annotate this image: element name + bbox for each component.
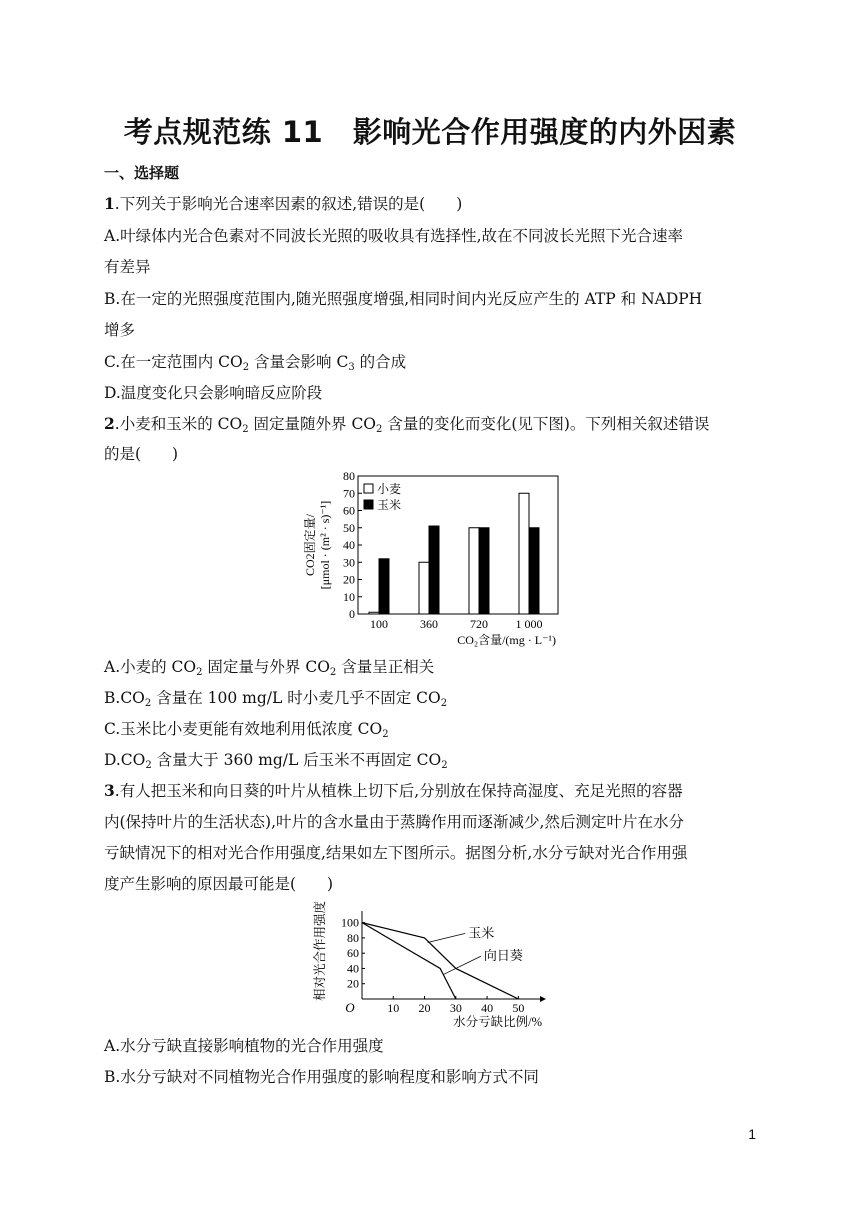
line-y-tick-label: 100 bbox=[341, 915, 359, 930]
page-number: 1 bbox=[748, 1126, 756, 1142]
bar-corn bbox=[529, 528, 539, 614]
bar-y-tick-label: 40 bbox=[343, 538, 355, 552]
line-x-axis-arrow bbox=[540, 996, 546, 1002]
bar-wheat bbox=[469, 528, 479, 614]
line-x-axis-label: 水分亏缺比例/% bbox=[453, 1015, 542, 1029]
q2-d-text-2: 含量大于 360 mg/L 后玉米不再固定 CO bbox=[151, 751, 442, 769]
q1-stem bbox=[104, 194, 462, 214]
q3-stem-line4: 度产生影响的原因最可能是( ) bbox=[104, 875, 334, 893]
bar-y-tick-label: 10 bbox=[343, 589, 355, 604]
q1-option-c bbox=[104, 352, 406, 372]
q1-option-d: D.温度变化只会影响暗反应阶段 bbox=[104, 384, 323, 402]
q1-number: 1 bbox=[104, 194, 115, 213]
q2-b-text-1: B.CO bbox=[104, 689, 145, 707]
bar-x-tick-label: 100 bbox=[370, 617, 388, 631]
q2-d-text-1: D.CO bbox=[104, 751, 146, 769]
bar-y-tick-label: 0 bbox=[349, 607, 355, 621]
page-title: 考点规范练 11 影响光合作用强度的内外因素 bbox=[123, 115, 737, 149]
q3-stem-text-1: .有人把玉米和向日葵的叶片从植株上切下后,分别放在保持高湿度、充足光照的容器 bbox=[114, 782, 683, 800]
line-x-tick-label: 10 bbox=[387, 1001, 400, 1015]
q2-b-sub-2: 2 bbox=[440, 698, 448, 709]
bar-y-tick-label: 80 bbox=[343, 469, 355, 483]
legend-swatch-corn bbox=[364, 500, 373, 509]
q2-a-text-2: 固定量与外界 CO bbox=[202, 658, 330, 676]
q3-stem-line2: 内(保持叶片的生活状态),叶片的含水量由于蒸腾作用而逐渐减少,然后测定叶片在水分 bbox=[104, 813, 684, 831]
bar-corn bbox=[479, 528, 489, 614]
q1-c-text-2: 含量会影响 C bbox=[249, 353, 349, 371]
q2-stem-text-3: 含量的变化而变化(见下图)。下列相关叙述错误 bbox=[382, 415, 710, 433]
bar-y-axis-label-line2: [μmol · (m² · s)⁻¹] bbox=[318, 500, 332, 590]
leader-line-corn bbox=[428, 933, 466, 942]
bar-x-tick-label: 360 bbox=[420, 617, 438, 631]
q2-c-text-1: C.玉米比小麦更能有效地利用低浓度 CO bbox=[104, 720, 383, 738]
bar-x-tick-label: 1 000 bbox=[515, 617, 543, 631]
q1-option-b-line2: 增多 bbox=[104, 321, 136, 339]
q3-option-a: A.水分亏缺直接影响植物的光合作用强度 bbox=[104, 1037, 384, 1055]
q3-stem-line3: 亏缺情况下的相对光合作用强度,结果如左下图所示。据图分析,水分亏缺对光合作用强 bbox=[104, 844, 688, 862]
q1-c-sub-2: 3 bbox=[348, 362, 355, 373]
bar-x-tick-label: 720 bbox=[470, 617, 488, 631]
q2-option-b bbox=[104, 688, 447, 708]
bar-y-axis-label-line1: CO2固定量/ bbox=[303, 513, 317, 577]
q1-option-a-line2: 有差异 bbox=[104, 258, 151, 276]
q2-stem-sub-2: 2 bbox=[376, 424, 383, 435]
q2-option-a bbox=[104, 657, 434, 677]
q2-option-c bbox=[104, 719, 389, 739]
q2-d-sub-1: 2 bbox=[145, 760, 152, 771]
q2-a-sub-2: 2 bbox=[329, 667, 337, 678]
line-y-tick-label: 60 bbox=[347, 946, 359, 961]
q2-number: 2 bbox=[104, 414, 115, 433]
line-x-tick-label: 50 bbox=[512, 1001, 525, 1015]
bar-x-axis-label: CO₂含量/(mg · L⁻¹) bbox=[457, 633, 556, 647]
q2-b-text-2: 含量在 100 mg/L 时小麦几乎不固定 CO bbox=[151, 689, 441, 707]
bar-y-tick-label: 20 bbox=[343, 572, 355, 587]
bar-y-tick-label: 50 bbox=[343, 520, 355, 535]
legend-label-wheat: 小麦 bbox=[377, 482, 402, 496]
q2-stem-sub-1: 2 bbox=[242, 424, 249, 435]
q1-option-b-line1: B.在一定的光照强度范围内,随光照强度增强,相同时间内光反应产生的 ATP 和 NADPH bbox=[104, 290, 703, 308]
legend-swatch-wheat bbox=[364, 484, 373, 493]
q1-stem-text: .下列关于影响光合速率因素的叙述,错误的是( ) bbox=[114, 195, 463, 213]
legend-label-corn: 玉米 bbox=[377, 498, 402, 512]
q1-c-text-1: C.在一定范围内 CO bbox=[104, 353, 243, 371]
bar-wheat bbox=[369, 612, 379, 614]
q1-c-sub-1: 2 bbox=[242, 362, 250, 373]
q2-option-d bbox=[104, 750, 448, 770]
q3-option-b: B.水分亏缺对不同植物光合作用强度的影响程度和影响方式不同 bbox=[104, 1068, 539, 1086]
water-deficit-line-chart bbox=[308, 895, 548, 1033]
bar-corn bbox=[379, 559, 389, 614]
section-heading: 一、选择题 bbox=[104, 164, 180, 182]
bar-y-tick-label: 30 bbox=[343, 555, 355, 570]
series-label-sunflower: 向日葵 bbox=[483, 948, 523, 964]
line-x-tick-label: 20 bbox=[418, 1001, 431, 1015]
q3-number: 3 bbox=[104, 781, 115, 800]
line-y-tick-label: 80 bbox=[347, 930, 359, 945]
bar-corn bbox=[429, 526, 439, 614]
q2-d-sub-2: 2 bbox=[441, 760, 448, 771]
bar-y-tick-label: 60 bbox=[343, 503, 355, 518]
q2-stem-line2: 的是( ) bbox=[104, 445, 179, 463]
line-y-tick-label: 20 bbox=[347, 976, 359, 991]
q1-c-text-3: 的合成 bbox=[354, 353, 407, 371]
bar-y-tick-label: 70 bbox=[343, 486, 355, 501]
line-y-axis-label: 相对光合作用强度 bbox=[313, 900, 327, 1002]
q2-stem-line1 bbox=[104, 414, 709, 434]
q2-stem-text-2: 固定量随外界 CO bbox=[248, 415, 377, 433]
line-y-tick-label: 40 bbox=[347, 961, 359, 976]
bar-wheat bbox=[519, 493, 529, 614]
q2-stem-text-1: .小麦和玉米的 CO bbox=[114, 415, 243, 433]
q2-b-sub-1: 2 bbox=[144, 698, 152, 709]
co2-fixation-bar-chart bbox=[296, 464, 596, 654]
q2-c-sub-1: 2 bbox=[382, 729, 389, 740]
q2-a-text-1: A.小麦的 CO bbox=[104, 658, 197, 676]
line-x-tick-label: 40 bbox=[481, 1001, 494, 1015]
line-origin-label: O bbox=[345, 1000, 355, 1015]
q1-option-a-line1: A.叶绿体内光合色素对不同波长光照的吸收具有选择性,故在不同波长光照下光合速率 bbox=[104, 227, 684, 245]
bar-wheat bbox=[419, 562, 429, 614]
q3-stem-line1 bbox=[104, 781, 683, 801]
series-label-corn: 玉米 bbox=[468, 925, 495, 941]
q2-a-text-3: 含量呈正相关 bbox=[336, 658, 435, 676]
q2-a-sub-1: 2 bbox=[196, 667, 203, 678]
line-x-tick-label: 30 bbox=[449, 1001, 462, 1015]
